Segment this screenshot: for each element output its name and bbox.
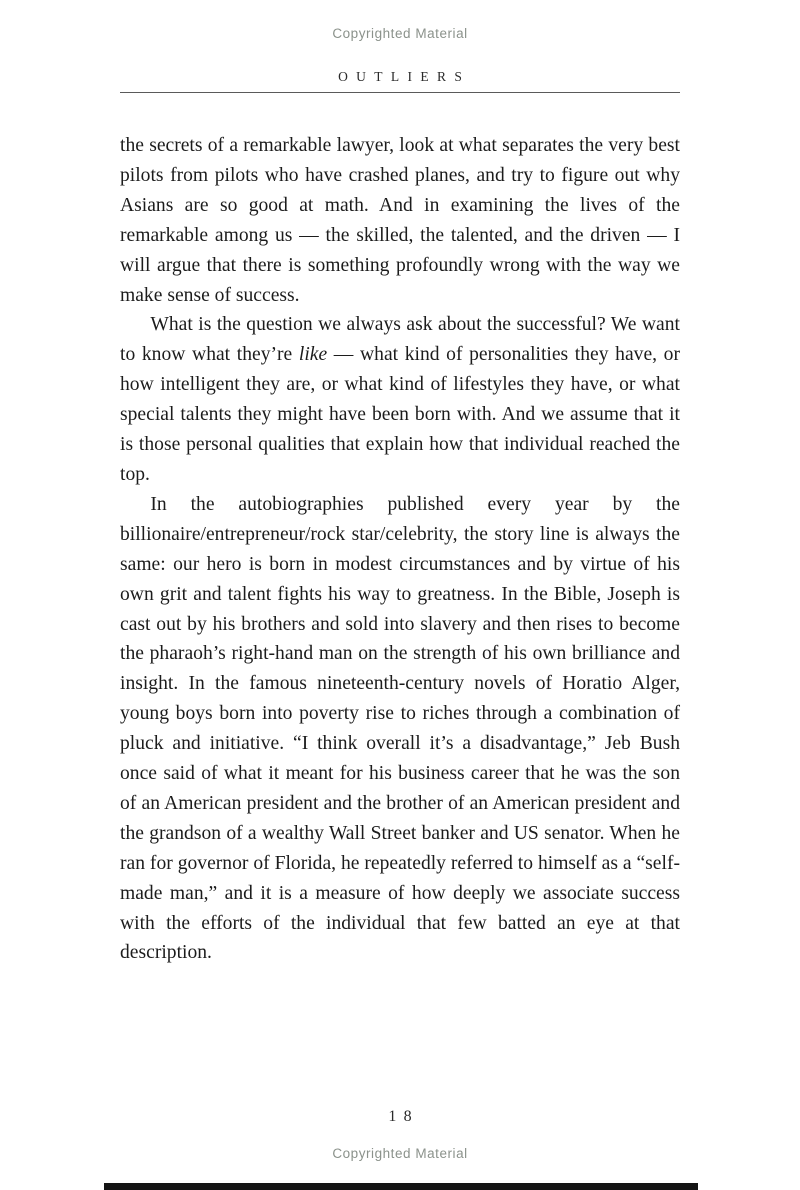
copyright-notice-top: Copyrighted Material: [332, 26, 468, 41]
bottom-edge-bar: [104, 1183, 698, 1190]
page-number: 18: [388, 1108, 419, 1125]
body-text: [120, 131, 680, 968]
copyright-notice-bottom: Copyrighted Material: [332, 1146, 468, 1161]
paragraph-2-text-lead: What is the question we always ask about the successful? We want to know what they’re: [120, 314, 680, 366]
paragraph-2-text-tail: — what kind of personalities they have, or how intelligent they are, or what kind of lifestyles they have, or what special talents they might have been born with. And we assume that it is those personal qualities that explain how that individual reached the top.: [120, 344, 680, 485]
running-head-title: OUTLIERS: [338, 69, 471, 84]
paragraph-2: [120, 310, 680, 489]
paragraph-3-text: In the autobiographies published every year by the billionaire/entrepreneur/rock star/celebrity, the story line is always the same: our hero is born in modest circumstances and by virtue of his own grit and talent fights his way to greatness. In the Bible, Joseph is cast out by his brothers and sold into slavery and then rises to become the pharaoh’s right-hand man on the strength of his own brilliance and insight. In the famous nineteenth-century novels of Horatio Alger, young boys born into poverty rise to riches through a combination of pluck and initiative. “I think overall it’s a disadvantage,” Jeb Bush once said of what it meant for his business career that he was the son of an American president and the brother of an American president and the grandson of a wealthy Wall Street banker and US senator. When he ran for governor of Florida, he repeatedly referred to himself as a “self-made man,” and it is a measure of how deeply we associate success with the efforts of the individual that few batted an eye at that description.: [120, 493, 680, 964]
paragraph-1-text: the secrets of a remarkable lawyer, look at what separates the very best pilots from pilots who have crashed planes, and try to figure out why Asians are so good at math. And in examining the lives of the remarkable among us — the skilled, the talented, and the driven — I will argue that there is something profoundly wrong with the way we make sense of success.: [120, 135, 680, 306]
paragraph-2-italic-word: like: [298, 344, 328, 366]
paragraph-1: [120, 131, 680, 310]
header-rule: [120, 92, 680, 93]
paragraph-3: [120, 490, 680, 969]
